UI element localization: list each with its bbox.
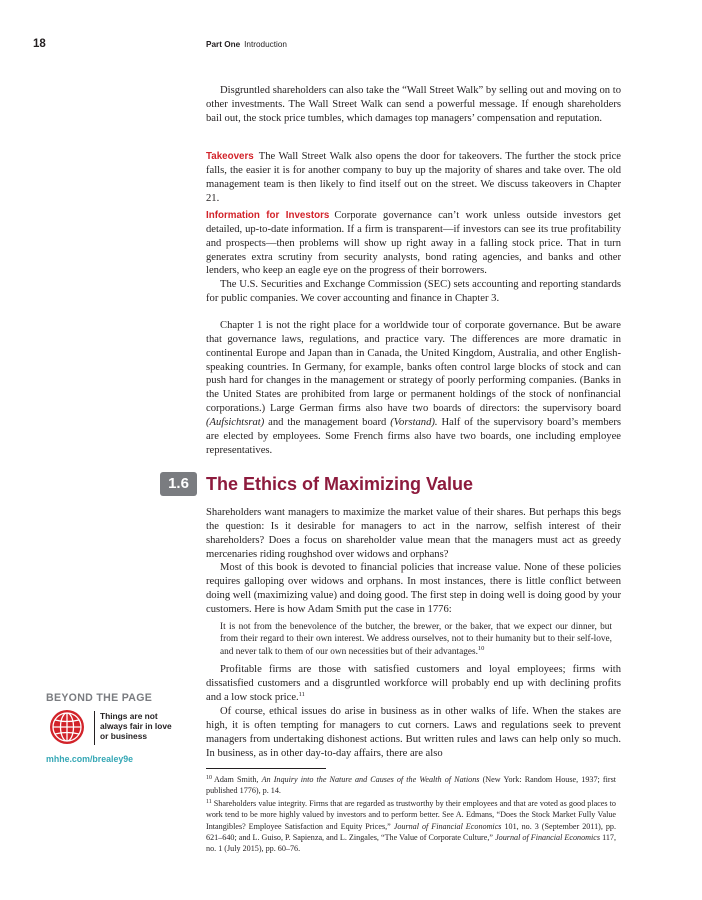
- footnote-10: [206, 773, 616, 797]
- paragraph-profitable-firms: [206, 663, 621, 705]
- fn11-text-a: Shareholders value integrity. Firms that are regarded as trustworthy by their employees and that are voted as good places to work tend to be more highly valued by investors and to perform better. See A. Edmans, “Does the Stock Market Fully Value Intangibles? Employee Satisfaction and Equity Prices,”: [206, 799, 616, 831]
- fn11-text-b: 101, no. 3 (September 2011), pp. 621–640; and L. Guiso, P. Sapienza, and L. Zingales, “The Value of Corporate Culture,”: [206, 821, 617, 842]
- fn11-text-c: 117, no. 1 (July 2015), pp. 60–76.: [206, 832, 616, 854]
- ch1-text-a: Chapter 1 is not the right place for a worldwide tour of corporate governance. But be aware that governance laws, regulations, and practice vary. The differences are more dramatic in continental Europe and Japan than in Canada, the United Kingdom, Australia, and other English-speaking countries. In Germany, for example, banks often control large blocks of stock and can push hard for changes in the management or strategy of poorly performing companies. (Banks in the United States are prohibited from large or permanent holdings of the stock of nonfinancial corporations.) Large German firms also have two boards of directors: the supervisory board: [206, 320, 621, 415]
- takeovers-text: The Wall Street Walk also opens the door for takeovers. The further the stock price falls, the easier it is for another company to buy up the majority of shares and take over. The old management team is then likely to find itself out on the street. We discuss takeovers in Chapter 21.: [206, 151, 621, 204]
- paragraph-most-of-this-book: Most of this book is devoted to financial policies that increase value. None of these policies requires galloping over widows and orphans. In most instances, there is little conflict between doing well (maximizing value) and doing good. The first step in doing well is doing good by your customers. Here is how Adam Smith put the case in 1776:: [206, 562, 621, 615]
- section-title: The Ethics of Maximizing Value: [206, 474, 474, 494]
- footnote-ref-10: 10: [477, 644, 485, 652]
- paragraph-takeovers: [206, 150, 621, 205]
- term-vorstand: (Vorstand).: [390, 416, 438, 428]
- fn10-text-a: Adam Smith,: [214, 775, 259, 784]
- chapter-name: Introduction: [244, 40, 287, 49]
- beyond-title: BEYOND THE PAGE: [46, 692, 153, 704]
- section-number-badge: 1.6: [160, 472, 197, 496]
- fn11-journal-1: Journal of Financial Economics: [393, 821, 502, 831]
- footnote-divider: [206, 768, 326, 769]
- adam-smith-quote: [220, 621, 612, 658]
- takeovers-heading: Takeovers: [206, 151, 254, 162]
- footnote-number: 11: [206, 799, 212, 805]
- fn10-text-b: (New York: Random House, 1937; first published 1776), p. 14.: [206, 775, 617, 796]
- page-header: [0, 38, 702, 54]
- fn11-journal-2: Journal of Financial Economics: [495, 832, 601, 842]
- profitable-text: Profitable firms are those with satisfied customers and loyal employees; firms with dissatisfied customers and a disgruntled workforce will probably end up with declining profits and a low stock price.: [206, 664, 621, 703]
- paragraph-chapter1-governance: [206, 319, 621, 457]
- paragraph-ethical-issues: Of course, ethical issues do arise in business as in other walks of life. When the stakes are high, it is often tempting for managers to cut corners. Laws and regulations seek to prevent managers from undertaking dishonest actions. But written rules and laws can help only so much. In business, as in other day-to-day affairs, there are also: [206, 706, 621, 759]
- ch1-text-b: and the management board: [268, 416, 387, 428]
- footnote-number: 10: [206, 775, 212, 781]
- beyond-the-page-callout: [46, 692, 196, 764]
- fn10-book-title: An Inquiry into the Nature and Causes of the Wealth of Nations: [261, 775, 480, 784]
- beyond-line-1: Things are not: [100, 711, 158, 721]
- beyond-line-3: or business: [100, 730, 148, 741]
- information-heading: Information for Investors: [206, 210, 330, 221]
- paragraph-sec: The U.S. Securities and Exchange Commission (SEC) sets accounting and reporting standards for public companies. We cover accounting and finance in Chapter 3.: [206, 279, 621, 304]
- beyond-description: [100, 712, 196, 741]
- page-number: 18: [33, 38, 46, 50]
- information-text: Corporate governance can’t work unless outside investors get detailed, up-to-date information. If a firm is transparent—if investors can see its true profitability and prospects—then problems will show up right away in a falling stock price. That in turn generates extra scrutiny from security analysts, bond rating agencies, and banks and other lenders, who keep an eagle eye on the progress of their borrowers.: [206, 210, 621, 277]
- globe-icon: [48, 708, 86, 746]
- footnote-11: [206, 797, 616, 854]
- beyond-body: [46, 708, 196, 748]
- paragraph-shareholders-want: Shareholders want managers to maximize the market value of their shares. But perhaps this begs the question: Is it desirable for managers to act in the narrow, selfish interest of their shareholders? Does a focus on shareholder value mean that the managers must act as greedy mercenaries riding roughshod over widows and orphans?: [206, 507, 621, 560]
- part-label: Part One: [206, 40, 241, 49]
- quote-text: It is not from the benevolence of the butcher, the brewer, or the baker, that we expect our dinner, but from their regard to their own interest. We address ourselves, not to their humanity but to their self-love, and never talk to them of our own necessities but of their advantages.: [220, 622, 612, 657]
- paragraph-information: [206, 209, 621, 278]
- beyond-divider: [94, 711, 95, 745]
- footnote-ref-11: 11: [298, 690, 305, 698]
- running-head: [206, 40, 287, 49]
- beyond-url-link[interactable]: mhhe.com/brealey9e: [46, 754, 134, 764]
- term-aufsichtsrat: (Aufsichtsrat): [206, 416, 265, 428]
- beyond-line-2: always fair in love: [100, 720, 172, 731]
- paragraph-wall-street-walk: Disgruntled shareholders can also take the “Wall Street Walk” by selling out and moving on to other investments. The Wall Street Walk can send a powerful message. If enough shareholders bail out, the stock price tumbles, which damages top managers’ compensation and reputation.: [206, 85, 621, 124]
- ch1-text-c: Half of the supervisory board’s members are elected by employees. Some French firms also have two boards, one including employee representatives.: [206, 416, 621, 456]
